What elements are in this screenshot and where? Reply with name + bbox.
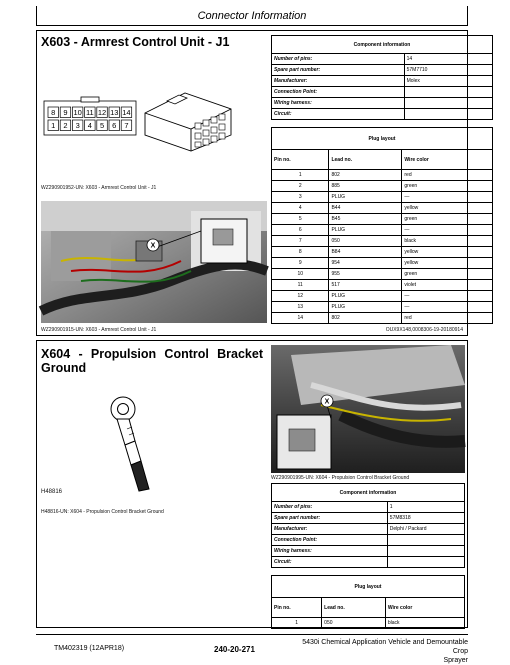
plug-layout-cell: 955 (329, 269, 402, 280)
plug-layout-cell: PLUG (329, 192, 402, 203)
component-info-label: Circuit: (272, 109, 405, 120)
footer-divider (36, 634, 468, 635)
component-info-row (272, 546, 465, 557)
plug-layout-row (272, 247, 493, 258)
plug-layout-cell: 8 (272, 247, 329, 258)
component-info-label: Connection Point: (272, 87, 405, 98)
connector-pin-number: 9 (63, 108, 68, 117)
plug-layout-cell: 13 (272, 302, 329, 313)
plug-layout-cell: 7 (272, 236, 329, 247)
x604-photo-callout: X (324, 398, 330, 406)
component-info-label: Wiring harness: (272, 546, 388, 557)
connector-pin-number: 8 (51, 108, 56, 117)
x603-plug-layout-heading: Plug layout (272, 128, 493, 150)
component-info-row (272, 513, 465, 524)
plug-layout-cell: black (402, 236, 493, 247)
plug-layout-cell: — (402, 291, 493, 302)
plug-layout-cell: B45 (329, 214, 402, 225)
plug-layout-cell: PLUG (329, 302, 402, 313)
plug-layout-cell: yellow (402, 203, 493, 214)
x603-section (36, 30, 468, 336)
plug-layout-cell: 3 (272, 192, 329, 203)
plug-layout-cell: 5 (272, 214, 329, 225)
plug-layout-column-header: Pin no. (272, 598, 322, 618)
connector-pin-number: 11 (85, 108, 94, 117)
plug-layout-cell: 802 (329, 170, 402, 181)
plug-layout-column-header: Wire color (402, 150, 493, 170)
component-info-label: Spare part number: (272, 513, 388, 524)
plug-layout-cell: 1 (272, 618, 322, 629)
x604-component-info-heading: Component information (272, 484, 465, 502)
plug-layout-cell: — (402, 302, 493, 313)
plug-layout-cell: green (402, 181, 493, 192)
component-info-value: 14 (404, 54, 492, 65)
plug-layout-row (272, 302, 493, 313)
component-info-label: Connection Point: (272, 535, 388, 546)
x604-part-caption: H48816-UN: X604 - Propulsion Control Bracket Ground (41, 509, 164, 515)
x604-part-label: H48816 (41, 489, 63, 495)
footer-page-number: 240-20-271 (214, 645, 255, 654)
plug-layout-cell: 4 (272, 203, 329, 214)
connector-pin-number: 4 (87, 121, 92, 130)
component-info-label: Circuit: (272, 557, 388, 568)
connector-pin-number: 7 (124, 121, 129, 130)
component-info-value: 57M7710 (404, 65, 492, 76)
component-info-label: Manufacturer: (272, 76, 405, 87)
plug-layout-row (272, 181, 493, 192)
component-info-value: 1 (387, 502, 464, 513)
connector-pin-number: 2 (63, 121, 68, 130)
component-info-row (272, 535, 465, 546)
x603-component-info-table (271, 35, 493, 120)
plug-layout-column-header: Lead no. (322, 598, 386, 618)
plug-layout-row (272, 170, 493, 181)
component-info-value: Molex (404, 76, 492, 87)
plug-layout-cell: green (402, 214, 493, 225)
component-info-row (272, 76, 493, 87)
component-info-value (404, 98, 492, 109)
x604-photo-caption: WZ290901995-UN: X604 - Propulsion Control Bracket Ground (271, 475, 410, 481)
component-info-value (387, 535, 464, 546)
component-info-label: Number of pins: (272, 54, 405, 65)
component-info-value (404, 109, 492, 120)
plug-layout-row (272, 280, 493, 291)
plug-layout-row (272, 225, 493, 236)
plug-layout-cell: — (402, 192, 493, 203)
footer-title-line1: 5430i Chemical Application Vehicle and Demountable Crop (302, 639, 468, 655)
plug-layout-cell: black (385, 618, 464, 629)
plug-layout-row (272, 258, 493, 269)
plug-layout-cell: 517 (329, 280, 402, 291)
plug-layout-cell: 10 (272, 269, 329, 280)
plug-layout-cell: 885 (329, 181, 402, 192)
x603-plug-layout-table (271, 127, 493, 324)
plug-layout-row (272, 313, 493, 324)
plug-layout-row (272, 192, 493, 203)
component-info-value: 57M8318 (387, 513, 464, 524)
component-info-row (272, 502, 465, 513)
plug-layout-cell: 6 (272, 225, 329, 236)
plug-layout-cell: red (402, 313, 493, 324)
plug-layout-column-header: Wire color (385, 598, 464, 618)
connector-pin-number: 6 (112, 121, 117, 130)
connector-pin-number: 3 (75, 121, 80, 130)
plug-layout-cell: 11 (272, 280, 329, 291)
x604-title: X604 - Propulsion Control Bracket Ground (41, 347, 263, 375)
page-header (36, 6, 468, 26)
component-info-row (272, 109, 493, 120)
plug-layout-cell: 954 (329, 258, 402, 269)
plug-layout-cell: PLUG (329, 225, 402, 236)
plug-layout-row (272, 269, 493, 280)
component-info-row (272, 54, 493, 65)
x603-photo-caption: WZ290901915-UN: X603 - Armrest Control Unit - J1 (41, 327, 157, 333)
plug-layout-cell: 1 (272, 170, 329, 181)
x603-title: X603 - Armrest Control Unit - J1 (41, 35, 230, 49)
x604-photo (271, 345, 465, 473)
connector-pin-number: 5 (99, 121, 105, 130)
plug-layout-cell: 802 (329, 313, 402, 324)
plug-layout-cell: B84 (329, 247, 402, 258)
component-info-value (387, 557, 464, 568)
connector-pin-number: 12 (97, 108, 107, 117)
component-info-row (272, 557, 465, 568)
connector-pin-number: 13 (110, 108, 119, 117)
x604-plug-layout-heading: Plug layout (272, 576, 465, 598)
footer-title (296, 638, 468, 665)
plug-layout-cell: 2 (272, 181, 329, 192)
component-info-label: Wiring harness: (272, 98, 405, 109)
plug-layout-cell: 050 (329, 236, 402, 247)
footer-doc-id: TM402319 (12APR18) (54, 645, 125, 652)
plug-layout-cell: red (402, 170, 493, 181)
component-info-row (272, 524, 465, 535)
plug-layout-cell: green (402, 269, 493, 280)
plug-layout-row (272, 291, 493, 302)
plug-layout-cell: violet (402, 280, 493, 291)
component-info-row (272, 65, 493, 76)
x603-connector-body-diagram (137, 83, 237, 153)
component-info-value: Delphi / Packard (387, 524, 464, 535)
plug-layout-cell: 14 (272, 313, 329, 324)
x604-plug-layout-table (271, 575, 465, 629)
plug-layout-row (272, 618, 465, 629)
plug-layout-cell: PLUG (329, 291, 402, 302)
connector-pin-number: 14 (122, 108, 131, 117)
component-info-row (272, 87, 493, 98)
component-info-label: Manufacturer: (272, 524, 388, 535)
plug-layout-column-header: Pin no. (272, 150, 329, 170)
x603-photo-callout: X (150, 242, 156, 250)
ring-terminal-diagram (109, 395, 153, 491)
x603-connector-caption: WZ290901952-UN: X603 - Armrest Control Unit - J1 (41, 185, 157, 191)
plug-layout-cell: yellow (402, 258, 493, 269)
component-info-label: Spare part number: (272, 65, 405, 76)
page-header-title: Connector Information (197, 10, 307, 22)
connector-pin-number: 1 (51, 121, 56, 130)
plug-layout-cell: B44 (329, 203, 402, 214)
plug-layout-column-header-row (272, 598, 465, 618)
x603-photo (41, 201, 267, 323)
component-info-value (387, 546, 464, 557)
component-info-row (272, 98, 493, 109)
plug-layout-cell: 050 (322, 618, 386, 629)
component-info-label: Number of pins: (272, 502, 388, 513)
x604-section (36, 340, 468, 628)
connector-pin-number: 10 (73, 108, 82, 117)
plug-layout-cell: — (402, 225, 493, 236)
x603-footnote: OUX9X148,0008306-19-20180914 (385, 327, 463, 333)
plug-layout-row (272, 203, 493, 214)
plug-layout-cell: 9 (272, 258, 329, 269)
footer-title-line2: Sprayer (443, 657, 468, 664)
x603-connector-face-diagram (43, 97, 137, 137)
plug-layout-column-header: Lead no. (329, 150, 402, 170)
component-info-value (404, 87, 492, 98)
plug-layout-column-header-row (272, 150, 493, 170)
x604-component-info-table (271, 483, 465, 568)
x603-component-info-heading: Component information (272, 36, 493, 54)
plug-layout-cell: yellow (402, 247, 493, 258)
plug-layout-cell: 12 (272, 291, 329, 302)
plug-layout-row (272, 236, 493, 247)
plug-layout-row (272, 214, 493, 225)
